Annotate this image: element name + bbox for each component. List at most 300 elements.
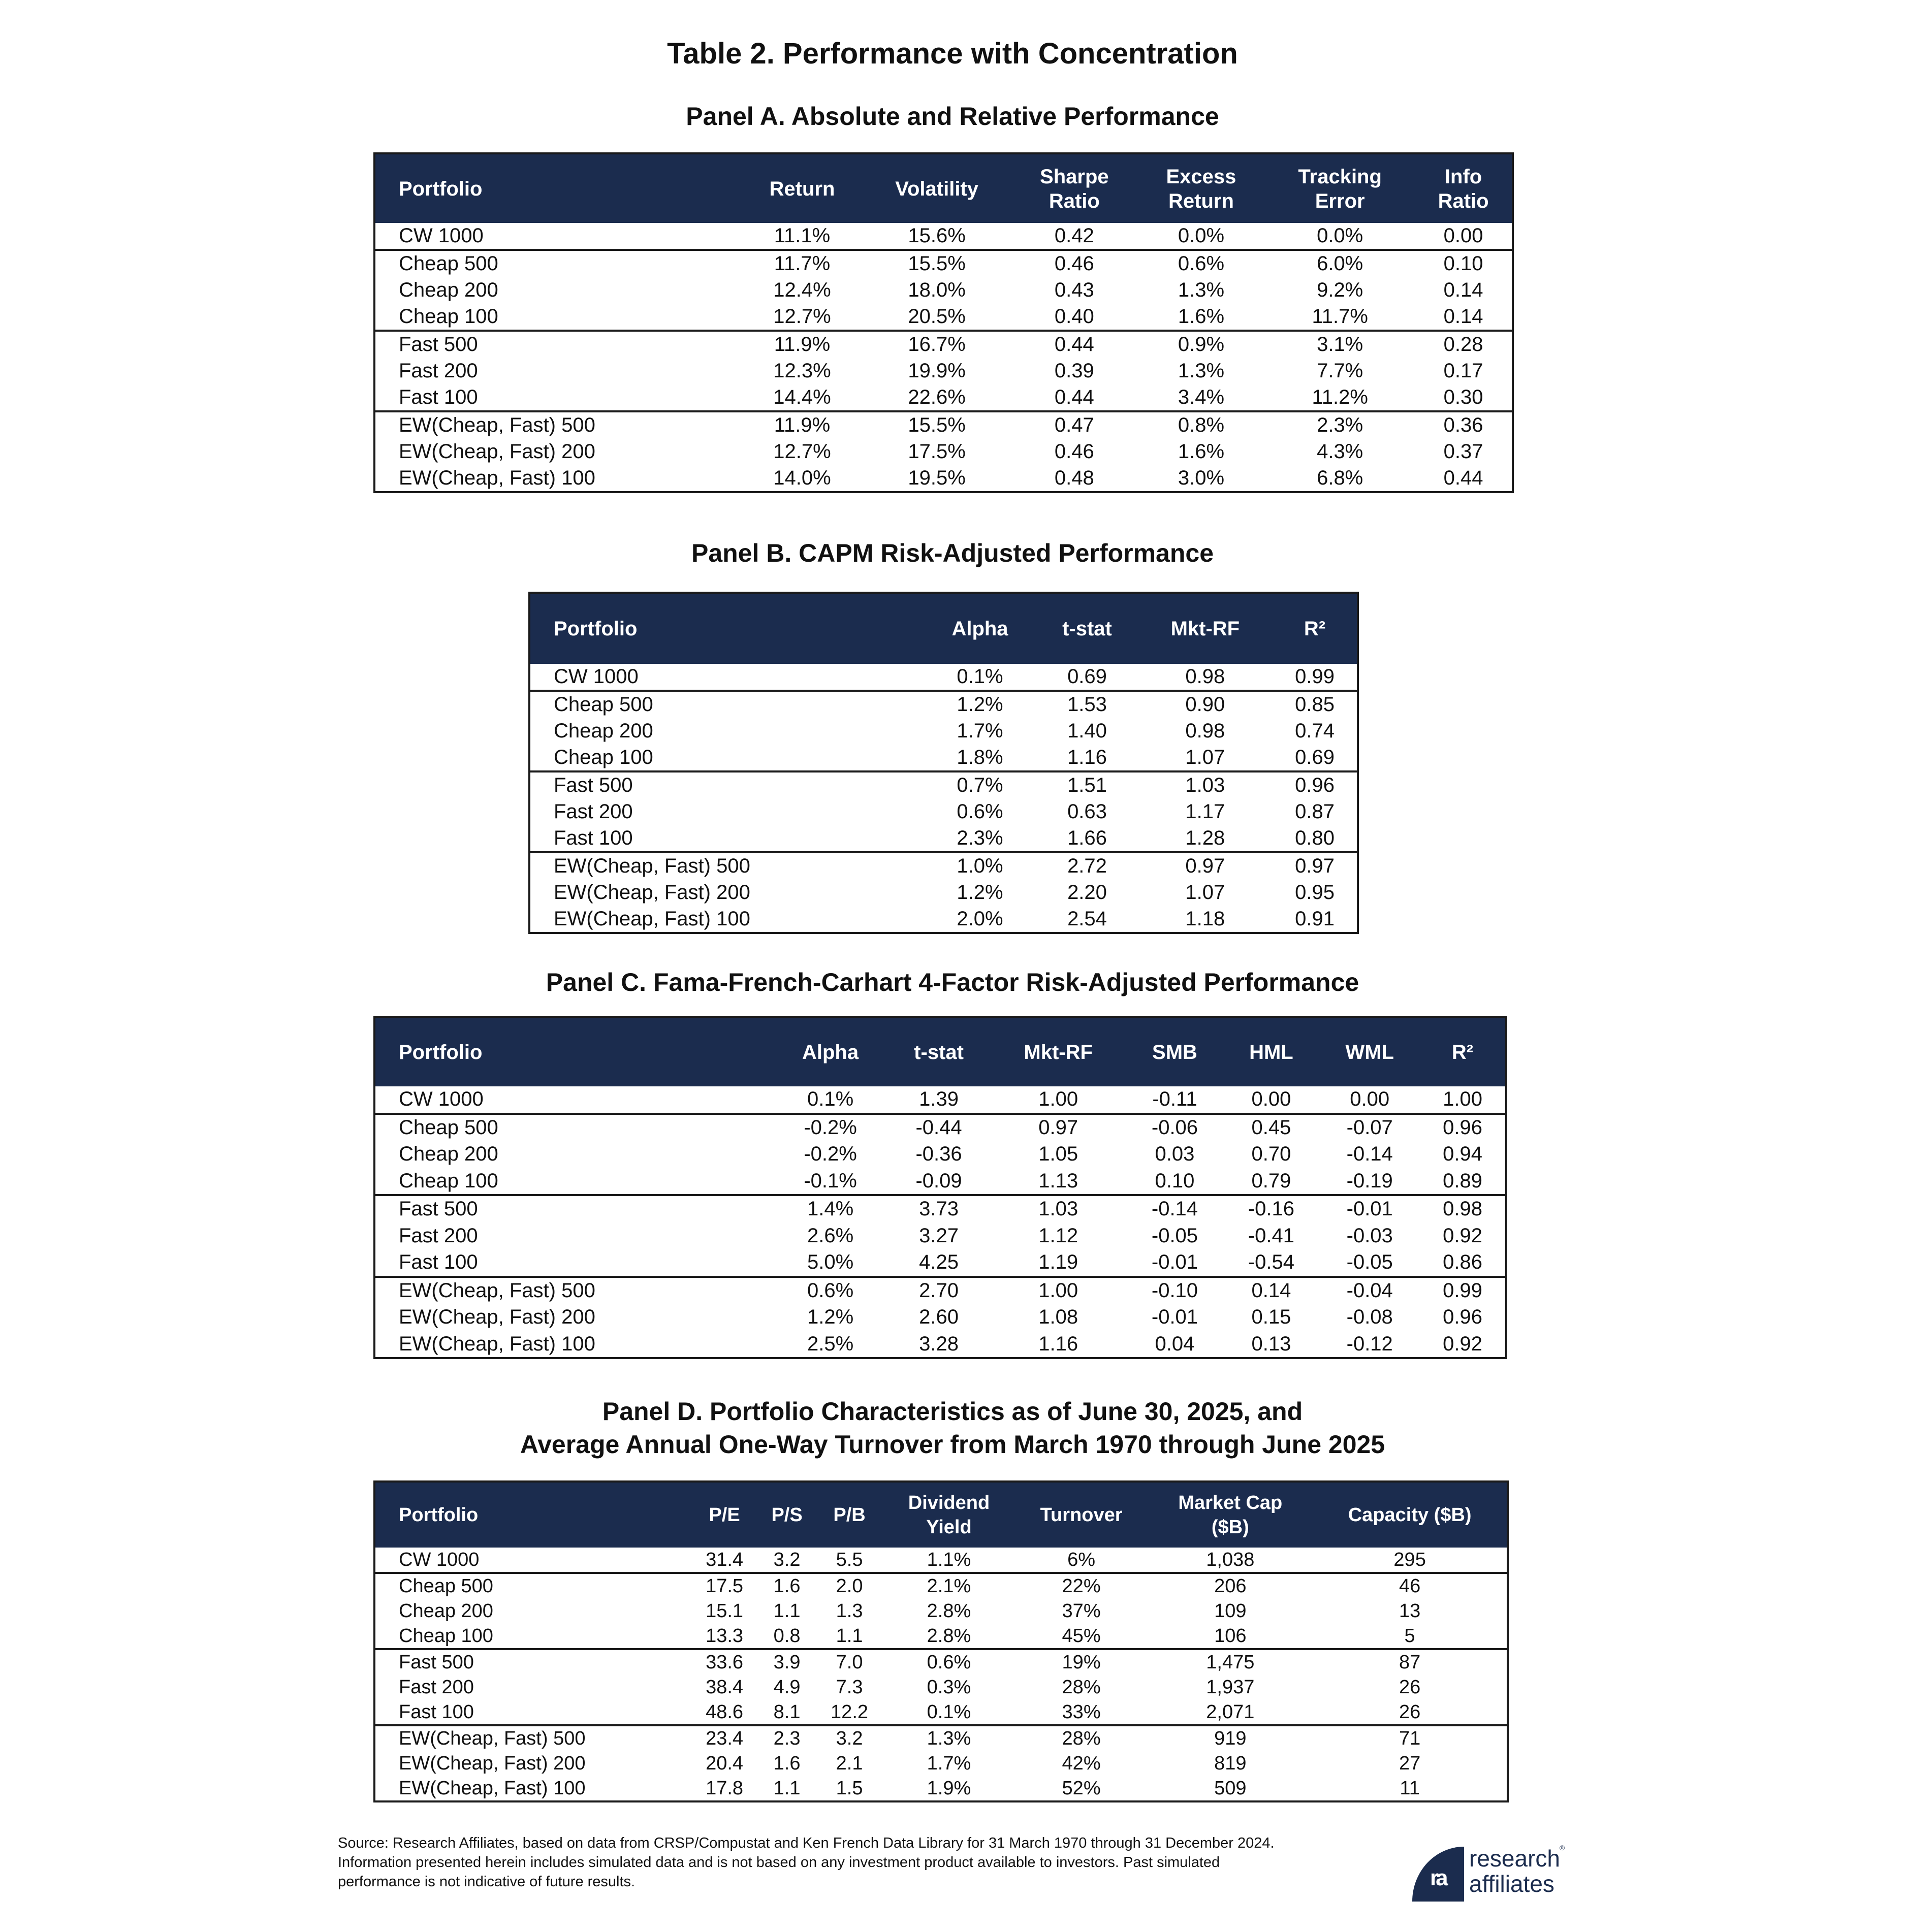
value-cell: 4.3% [1317,440,1363,463]
table-row [374,1598,1508,1624]
value-cell: 0.14 [1443,305,1483,328]
value-cell: 1.03 [1138,771,1273,798]
value-cell: 0.96 [1273,771,1358,798]
value-cell: 17.5% [908,440,966,463]
value-cell: 0.46 [1054,440,1094,463]
value-cell: 14.4% [773,386,831,408]
table-row [529,691,1358,718]
portfolio-name-cell: EW(Cheap, Fast) 100 [399,1777,586,1799]
value-cell: 1.16 [1038,1332,1078,1355]
value-cell: 0.86 [1443,1251,1482,1274]
portfolio-name-cell: EW(Cheap, Fast) 100 [554,908,750,930]
panel-a-table [373,152,1514,493]
value-cell: 0.92 [1443,1224,1482,1247]
table-header-row [374,1017,1506,1086]
table-row [374,1751,1508,1776]
column-header: Portfolio [399,1041,483,1064]
column-header: Mkt-RF [1024,1041,1093,1064]
portfolio-name-cell: EW(Cheap, Fast) 200 [399,1752,586,1774]
value-cell: 42% [1062,1752,1101,1774]
value-cell: 509 [1214,1777,1247,1799]
value-cell: 0.97 [1138,852,1273,879]
table-row [374,1331,1506,1359]
portfolio-name-cell: Cheap 200 [554,720,653,742]
value-cell: 87 [1313,1649,1508,1675]
logo-line2: affiliates [1469,1871,1554,1897]
portfolio-name-cell: Fast 500 [529,771,924,798]
value-cell: 2.70 [887,1277,990,1304]
value-cell: -0.08 [1346,1306,1393,1329]
value-cell: 0.0% [1317,224,1363,247]
value-cell: 0.79 [1251,1169,1291,1192]
column-header: R² [1304,618,1326,640]
value-cell: 0.95 [1295,881,1335,904]
value-cell: 2.1% [883,1573,1015,1598]
value-cell: 2.8% [927,1625,971,1647]
table-row [529,745,1358,771]
value-cell: 0.96 [1420,1114,1506,1141]
value-cell: 1.16 [1067,746,1107,768]
panel-b-table [528,592,1359,934]
value-cell: 1.3% [1178,360,1225,382]
value-cell: 1.28 [1185,827,1225,849]
value-cell: -0.03 [1346,1224,1393,1247]
value-cell: 1.18 [1185,908,1225,930]
portfolio-name-cell: Cheap 100 [399,1169,498,1192]
value-cell: 4.9 [773,1676,801,1698]
logo-wordmark [1469,1846,1560,1896]
value-cell: -0.14 [1346,1143,1393,1166]
table-row [374,1304,1506,1331]
value-cell: 0.28 [1415,331,1513,358]
value-cell: 2.54 [1067,908,1107,930]
table-header-row [529,593,1358,664]
value-cell: 11.7% [742,250,863,277]
value-cell: 9.2% [1317,279,1363,301]
value-cell: 1.19 [1038,1251,1078,1274]
value-cell: 12.2 [831,1701,869,1723]
value-cell: 1.00 [990,1277,1127,1304]
logo-line1: research [1469,1845,1560,1872]
value-cell: 2.3% [1265,411,1415,438]
table-header-row [374,1482,1508,1548]
value-cell: 0.90 [1138,691,1273,718]
value-cell: 0.6% [883,1649,1015,1675]
value-cell: 0.97 [990,1114,1127,1141]
value-cell: 3.73 [887,1195,990,1222]
portfolio-name-cell: Fast 100 [399,386,478,408]
value-cell: 0.00 [1251,1088,1291,1111]
value-cell: 1.1 [773,1600,801,1622]
value-cell: 2.0% [957,908,1003,930]
portfolio-name-cell: Fast 500 [374,1195,773,1222]
value-cell: 0.89 [1443,1169,1482,1192]
value-cell: 26 [1399,1676,1421,1698]
value-cell: 33% [1062,1701,1101,1723]
value-cell: 2.60 [919,1306,959,1329]
value-cell: 6% [1067,1549,1096,1570]
registered-mark: ® [1560,1844,1565,1852]
value-cell: 2.72 [1036,852,1137,879]
value-cell: 31.4 [706,1549,744,1570]
value-cell: 0.1% [957,665,1003,688]
value-cell: 2.8% [927,1600,971,1622]
value-cell: 0.98 [1185,720,1225,742]
value-cell: 46 [1313,1573,1508,1598]
page-title: Table 2. Performance with Concentration [667,37,1238,70]
value-cell: 0.7% [924,771,1037,798]
panel-b-title: Panel B. CAPM Risk-Adjusted Performance [691,539,1214,567]
table-row [374,411,1513,438]
value-cell: 1.66 [1067,827,1107,849]
value-cell: 12.4% [773,279,831,301]
value-cell: 1.3% [1178,279,1225,301]
value-cell: 0.6% [1137,250,1265,277]
value-cell: 37% [1062,1600,1101,1622]
table-row [529,771,1358,798]
panel-a-title: Panel A. Absolute and Relative Performance [686,102,1219,131]
value-cell: -0.36 [915,1143,962,1166]
value-cell: 0.8 [773,1625,801,1647]
value-cell: -0.07 [1319,1114,1420,1141]
table-row [374,1573,1508,1598]
value-cell: 0.70 [1251,1143,1291,1166]
value-cell: 1.2% [807,1306,854,1329]
table-row [529,906,1358,933]
value-cell: 0.39 [1054,360,1094,382]
value-cell: 106 [1214,1625,1247,1647]
value-cell: -0.54 [1248,1251,1294,1274]
value-cell: 0.8% [1137,411,1265,438]
value-cell: 23.4 [691,1725,758,1751]
value-cell: 1.9% [927,1777,971,1799]
table-row [374,277,1513,304]
value-cell: 8.1 [773,1701,801,1723]
value-cell: 11.1% [774,224,831,247]
table-row [374,438,1513,465]
column-header: Market Cap ($B) [1178,1492,1283,1538]
column-header: Info Ratio [1438,165,1489,212]
table-row [529,718,1358,745]
value-cell: 0.13 [1251,1332,1291,1355]
value-cell: 20.4 [706,1752,744,1774]
value-cell: 819 [1214,1752,1247,1774]
value-cell: 5 [1404,1625,1415,1647]
column-header: Excess Return [1166,165,1236,212]
value-cell: 0.99 [1295,665,1335,688]
column-header: Return [769,177,835,200]
value-cell: 109 [1214,1600,1247,1622]
table-row [374,1725,1508,1751]
table-row [374,1141,1506,1168]
table-header-row [374,153,1513,223]
value-cell: -0.19 [1346,1169,1393,1192]
value-cell: 11 [1400,1777,1420,1799]
table-row [374,304,1513,331]
value-cell: 0.10 [1415,250,1513,277]
portfolio-name-cell: CW 1000 [554,665,639,688]
value-cell: 22.6% [908,386,966,408]
value-cell: 11.9% [742,331,863,358]
table-row [374,1700,1508,1725]
value-cell: 1.2% [957,881,1003,904]
value-cell: 48.6 [706,1701,744,1723]
portfolio-name-cell: Fast 200 [399,1676,474,1698]
value-cell: 0.98 [1185,665,1225,688]
table-row [529,825,1358,852]
value-cell: 1,937 [1206,1676,1255,1698]
value-cell: 0.17 [1443,360,1483,382]
value-cell: 0.96 [1443,1306,1482,1329]
column-header: Capacity ($B) [1348,1504,1472,1526]
column-header: Alpha [951,618,1008,640]
value-cell: 1.39 [919,1088,959,1111]
value-cell: 1.1 [773,1777,801,1799]
portfolio-name-cell: Cheap 500 [529,691,924,718]
value-cell: 0.6% [957,800,1003,823]
value-cell: 1.1% [927,1549,971,1570]
value-cell: 1.6% [1178,440,1225,463]
value-cell: 0.94 [1443,1143,1482,1166]
value-cell: 0.80 [1295,827,1335,849]
value-cell: 0.14 [1443,279,1483,301]
value-cell: 0.36 [1415,411,1513,438]
value-cell: 1.07 [1185,881,1225,904]
table-row [374,1548,1508,1573]
portfolio-name-cell: Cheap 200 [399,1600,493,1622]
value-cell: 1.12 [1038,1224,1078,1247]
table-row [374,1222,1506,1250]
panel-d-title-line1: Panel D. Portfolio Characteristics as of June 30, 2025, and [602,1397,1303,1426]
value-cell: 52% [1062,1777,1101,1799]
value-cell: -0.41 [1248,1224,1294,1247]
value-cell: 0.42 [1054,224,1094,247]
portfolio-name-cell: EW(Cheap, Fast) 500 [374,1277,773,1304]
value-cell: 0.87 [1295,800,1335,823]
portfolio-name-cell: CW 1000 [399,1549,480,1570]
column-header: Portfolio [399,1504,479,1526]
value-cell: 0.74 [1295,720,1335,742]
value-cell: 1.6% [1178,305,1225,328]
value-cell: 28% [1062,1676,1101,1698]
portfolio-name-cell: Fast 500 [374,331,742,358]
value-cell: 4.25 [919,1251,959,1274]
portfolio-name-cell: CW 1000 [399,224,484,247]
value-cell: 15.6% [908,224,966,247]
portfolio-name-cell: EW(Cheap, Fast) 100 [399,467,595,489]
table-row [374,331,1513,358]
value-cell: 19.5% [908,467,966,489]
value-cell: 3.2 [816,1725,883,1751]
portfolio-name-cell: EW(Cheap, Fast) 100 [399,1332,595,1355]
column-header: P/S [771,1504,803,1526]
value-cell: 1.13 [1038,1169,1078,1192]
value-cell: 0.43 [1054,279,1094,301]
value-cell: 6.0% [1265,250,1415,277]
value-cell: 2.0 [816,1573,883,1598]
portfolio-name-cell: Cheap 500 [374,1114,773,1141]
value-cell: 12.7% [773,305,831,328]
value-cell: 0.1% [927,1701,971,1723]
portfolio-name-cell: Cheap 200 [399,1143,498,1166]
table-row [374,1624,1508,1649]
column-header: P/E [709,1504,740,1526]
value-cell: 3.27 [919,1224,959,1247]
column-header: SMB [1152,1041,1197,1064]
portfolio-name-cell: EW(Cheap, Fast) 200 [399,440,595,463]
value-cell: 0.45 [1223,1114,1319,1141]
value-cell: 1,038 [1206,1549,1255,1570]
value-cell: 0.44 [1054,386,1094,408]
value-cell: 18.0% [908,279,966,301]
column-header: Tracking Error [1298,165,1382,212]
value-cell: 1.0% [924,852,1037,879]
table-row [374,1168,1506,1196]
value-cell: 28% [1015,1725,1148,1751]
value-cell: 1.53 [1036,691,1137,718]
value-cell: 16.7% [862,331,1011,358]
value-cell: -0.1% [804,1169,857,1192]
value-cell: 14.0% [773,467,831,489]
column-header: Sharpe Ratio [1040,165,1109,212]
value-cell: 0.3% [927,1676,971,1698]
column-header: Mkt-RF [1170,618,1240,640]
portfolio-name-cell: Fast 200 [399,360,478,382]
value-cell: 1,475 [1148,1649,1313,1675]
value-cell: 3.9 [758,1649,816,1675]
value-cell: 33.6 [691,1649,758,1675]
portfolio-name-cell: CW 1000 [399,1088,484,1111]
value-cell: 0.46 [1011,250,1137,277]
value-cell: 0.30 [1443,386,1483,408]
value-cell: -0.14 [1126,1195,1223,1222]
panel-d-title-line2: Average Annual One-Way Turnover from March 1970 through June 2025 [520,1430,1385,1459]
value-cell: -0.01 [1151,1251,1198,1274]
value-cell: -0.2% [773,1114,887,1141]
value-cell: 20.5% [908,305,966,328]
research-affiliates-logo [1412,1844,1565,1902]
portfolio-name-cell: Fast 200 [399,1224,478,1247]
value-cell: 0.0% [1178,224,1225,247]
table-row [374,250,1513,277]
value-cell: 1.1 [836,1625,863,1647]
table-row [529,852,1358,879]
table-row [529,664,1358,691]
value-cell: 1.05 [1038,1143,1078,1166]
value-cell: 0.63 [1067,800,1107,823]
value-cell: 3.28 [919,1332,959,1355]
value-cell: 5.0% [807,1251,854,1274]
panel-d-table [373,1480,1509,1802]
value-cell: 11.9% [742,411,863,438]
table-row [374,1249,1506,1277]
value-cell: 26 [1399,1701,1421,1723]
value-cell: 0.47 [1011,411,1137,438]
value-cell: -0.05 [1151,1224,1198,1247]
value-cell: -0.01 [1319,1195,1420,1222]
value-cell: -0.09 [915,1169,962,1192]
value-cell: 12.3% [773,360,831,382]
table-row [374,1114,1506,1141]
value-cell: 7.0 [816,1649,883,1675]
column-header: WML [1345,1041,1394,1064]
value-cell: 0.44 [1443,467,1483,489]
column-header: Turnover [1040,1504,1123,1526]
value-cell: 0.99 [1420,1277,1506,1304]
value-cell: 2.3% [957,827,1003,849]
value-cell: 1.08 [1038,1306,1078,1329]
value-cell: -0.06 [1126,1114,1223,1141]
value-cell: 1.40 [1067,720,1107,742]
value-cell: 0.00 [1350,1088,1390,1111]
column-header: Dividend Yield [908,1492,990,1538]
value-cell: -0.16 [1223,1195,1319,1222]
value-cell: 6.8% [1317,467,1363,489]
panel-c-title: Panel C. Fama-French-Carhart 4-Factor Risk-Adjusted Performance [546,968,1359,996]
column-header: Portfolio [554,618,638,640]
table-row [374,384,1513,411]
portfolio-name-cell: Cheap 200 [399,279,498,301]
value-cell: 1.7% [927,1752,971,1774]
column-header: R² [1451,1041,1474,1064]
column-header: t-stat [1062,618,1112,640]
portfolio-name-cell: Fast 100 [399,1701,474,1723]
column-header: Alpha [802,1041,859,1064]
value-cell: 71 [1313,1725,1508,1751]
value-cell: 13 [1399,1600,1421,1622]
logo-mark-icon [1412,1847,1464,1902]
value-cell: 2.3 [758,1725,816,1751]
value-cell: -0.04 [1319,1277,1420,1304]
value-cell: 19% [1015,1649,1148,1675]
portfolio-name-cell: Cheap 100 [399,305,498,328]
value-cell: 0.00 [1443,224,1483,247]
value-cell: 2.1 [836,1752,863,1774]
value-cell: 206 [1148,1573,1313,1598]
value-cell: 0.15 [1251,1306,1291,1329]
value-cell: 17.5 [691,1573,758,1598]
value-cell: 1.17 [1185,800,1225,823]
value-cell: 1.6 [758,1573,816,1598]
value-cell: 295 [1393,1549,1426,1570]
value-cell: 0.1% [807,1088,854,1111]
value-cell: 1.03 [990,1195,1127,1222]
value-cell: 3.4% [1178,386,1225,408]
value-cell: 2.20 [1067,881,1107,904]
value-cell: 15.5% [862,250,1011,277]
value-cell: 19.9% [908,360,966,382]
value-cell: 0.40 [1054,305,1094,328]
value-cell: 1.4% [773,1195,887,1222]
value-cell: 22% [1015,1573,1148,1598]
value-cell: 1.51 [1036,771,1137,798]
value-cell: 0.37 [1443,440,1483,463]
value-cell: 919 [1148,1725,1313,1751]
table-row [374,1195,1506,1222]
value-cell: 1.5 [836,1777,863,1799]
value-cell: 1.8% [957,746,1003,768]
value-cell: 45% [1062,1625,1101,1647]
value-cell: -0.44 [887,1114,990,1141]
portfolio-name-cell: Cheap 500 [374,250,742,277]
column-header: HML [1249,1041,1293,1064]
portfolio-name-cell: Fast 200 [554,800,633,823]
value-cell: 1.7% [957,720,1003,742]
value-cell: 0.92 [1443,1332,1482,1355]
value-cell: 0.69 [1295,746,1335,768]
table-row [529,798,1358,825]
value-cell: 0.14 [1223,1277,1319,1304]
